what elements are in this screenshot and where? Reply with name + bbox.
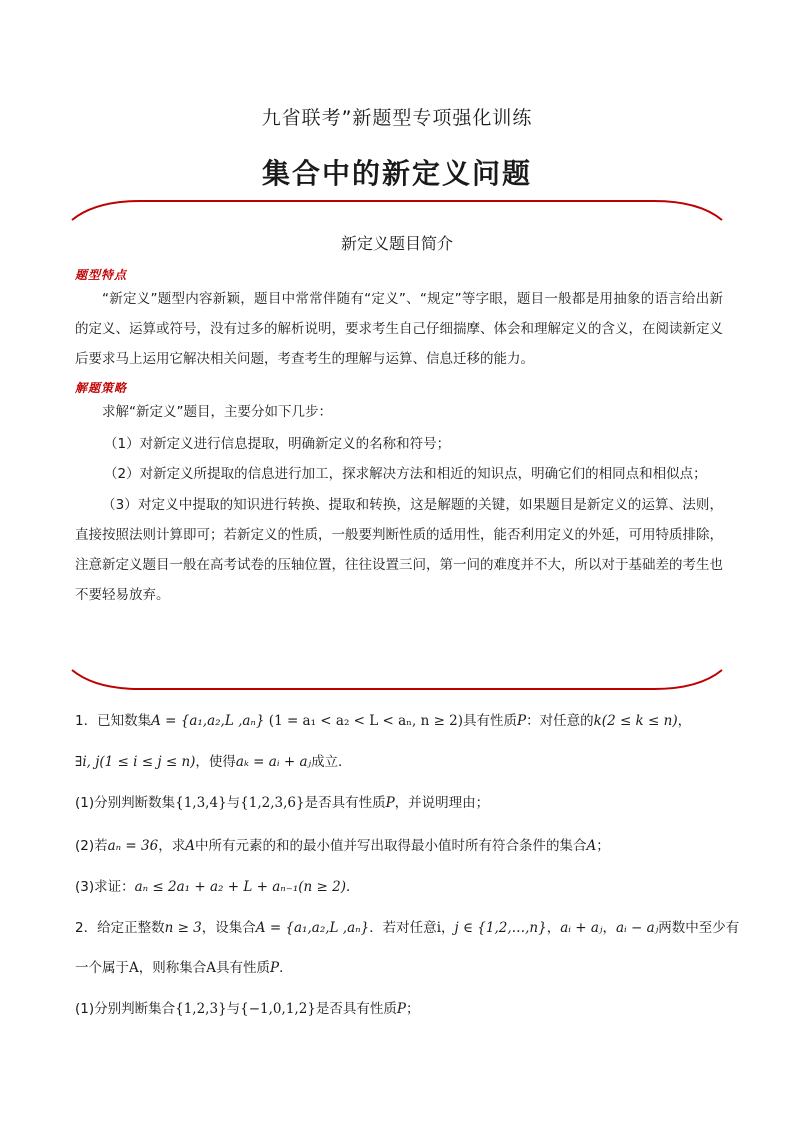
page-title: 集合中的新定义问题 xyxy=(261,157,532,190)
q2-part1: (1)分别判断集合{1,2,3}与{−1,0,1,2}是否具有性质P； xyxy=(75,1001,420,1017)
intro-heading: 新定义题目简介 xyxy=(340,234,453,253)
strategy-intro: 求解“新定义”题目，主要分如下几步： xyxy=(102,404,332,420)
feature-label: 题型特点 xyxy=(75,268,128,282)
frame-top-arc xyxy=(72,201,722,220)
feature-paragraph: “新定义”题型内容新颖，题目中常常伴随有“定义”、“规定”等字眼，题目一般都是用抽象的语言给出新的定义、运算或符号，没有过多的解析说明，要求考生自己仔细揣摩、体会和理解定义的含义，在阅读新定义后要求马上运用它解决相关问题，考查考生的理解与运算、信息迁移的能力。 xyxy=(75,291,723,367)
q2-line2: 一个属于A，则称集合A具有性质P． xyxy=(75,960,293,976)
strategy-step: （1）对新定义进行信息提取，明确新定义的名称和符号； xyxy=(104,436,451,452)
q1-line2: ∃i, j(1 ≤ i ≤ j ≤ n)，使得aₖ = aᵢ + aⱼ成立． xyxy=(75,754,352,770)
frame-bottom-arc xyxy=(72,670,722,689)
q1-condition: (1 = a₁ < a₂ < L < aₙ, n ≥ 2) xyxy=(268,713,464,729)
q1-part3: (3)求证：aₙ ≤ 2a₁ + a₂ + L + aₙ₋₁(n ≥ 2)． xyxy=(75,879,360,895)
q1-set: A = {a₁,a₂,L ,aₙ} xyxy=(151,713,265,729)
strategy-step: （2）对新定义所提取的信息进行加工，探求解决方法和相近的知识点，明确它们的相同点和相似点； xyxy=(104,466,707,482)
strategy-step: （3）对定义中提取的知识进行转换、提取和转换，这是解题的关键，如果题目是新定义的运算、法则，直接按照法则计算即可；若新定义的性质，一般要判断性质的适用性，能否利用定义的外延，可用特质排除，注意新定义题目一般在高考试卷的压轴位置，往往设置三问，第一问的难度并不大，所以对于基础差的考生也不要轻易放弃。 xyxy=(75,497,723,603)
q1-line1: 1．已知数集A = {a₁,a₂,L ,aₙ} (1 = a₁ < a₂ < L < aₙ, n ≥ 2)具有性质P：对任意的k(2 ≤ k ≤ n)， xyxy=(75,713,692,729)
q1-part2: (2)若aₙ = 36，求A中所有元素的和的最小值并写出取得最小值时所有符合条件的集合A； xyxy=(75,838,610,854)
q2-line1: 2．给定正整数n ≥ 3，设集合A = {a₁,a₂,L ,aₙ}．若对任意i，j ∈ {1,2,…,n}，aᵢ + aⱼ，aᵢ − aⱼ两数中至少有 xyxy=(75,920,740,936)
q1-part1: (1)分别判断数集{1,3,4}与{1,2,3,6}是否具有性质P，并说明理由； xyxy=(75,795,490,811)
strategy-label: 解题策略 xyxy=(75,381,128,395)
subtitle: 九省联考”新题型专项强化训练 xyxy=(261,107,533,129)
